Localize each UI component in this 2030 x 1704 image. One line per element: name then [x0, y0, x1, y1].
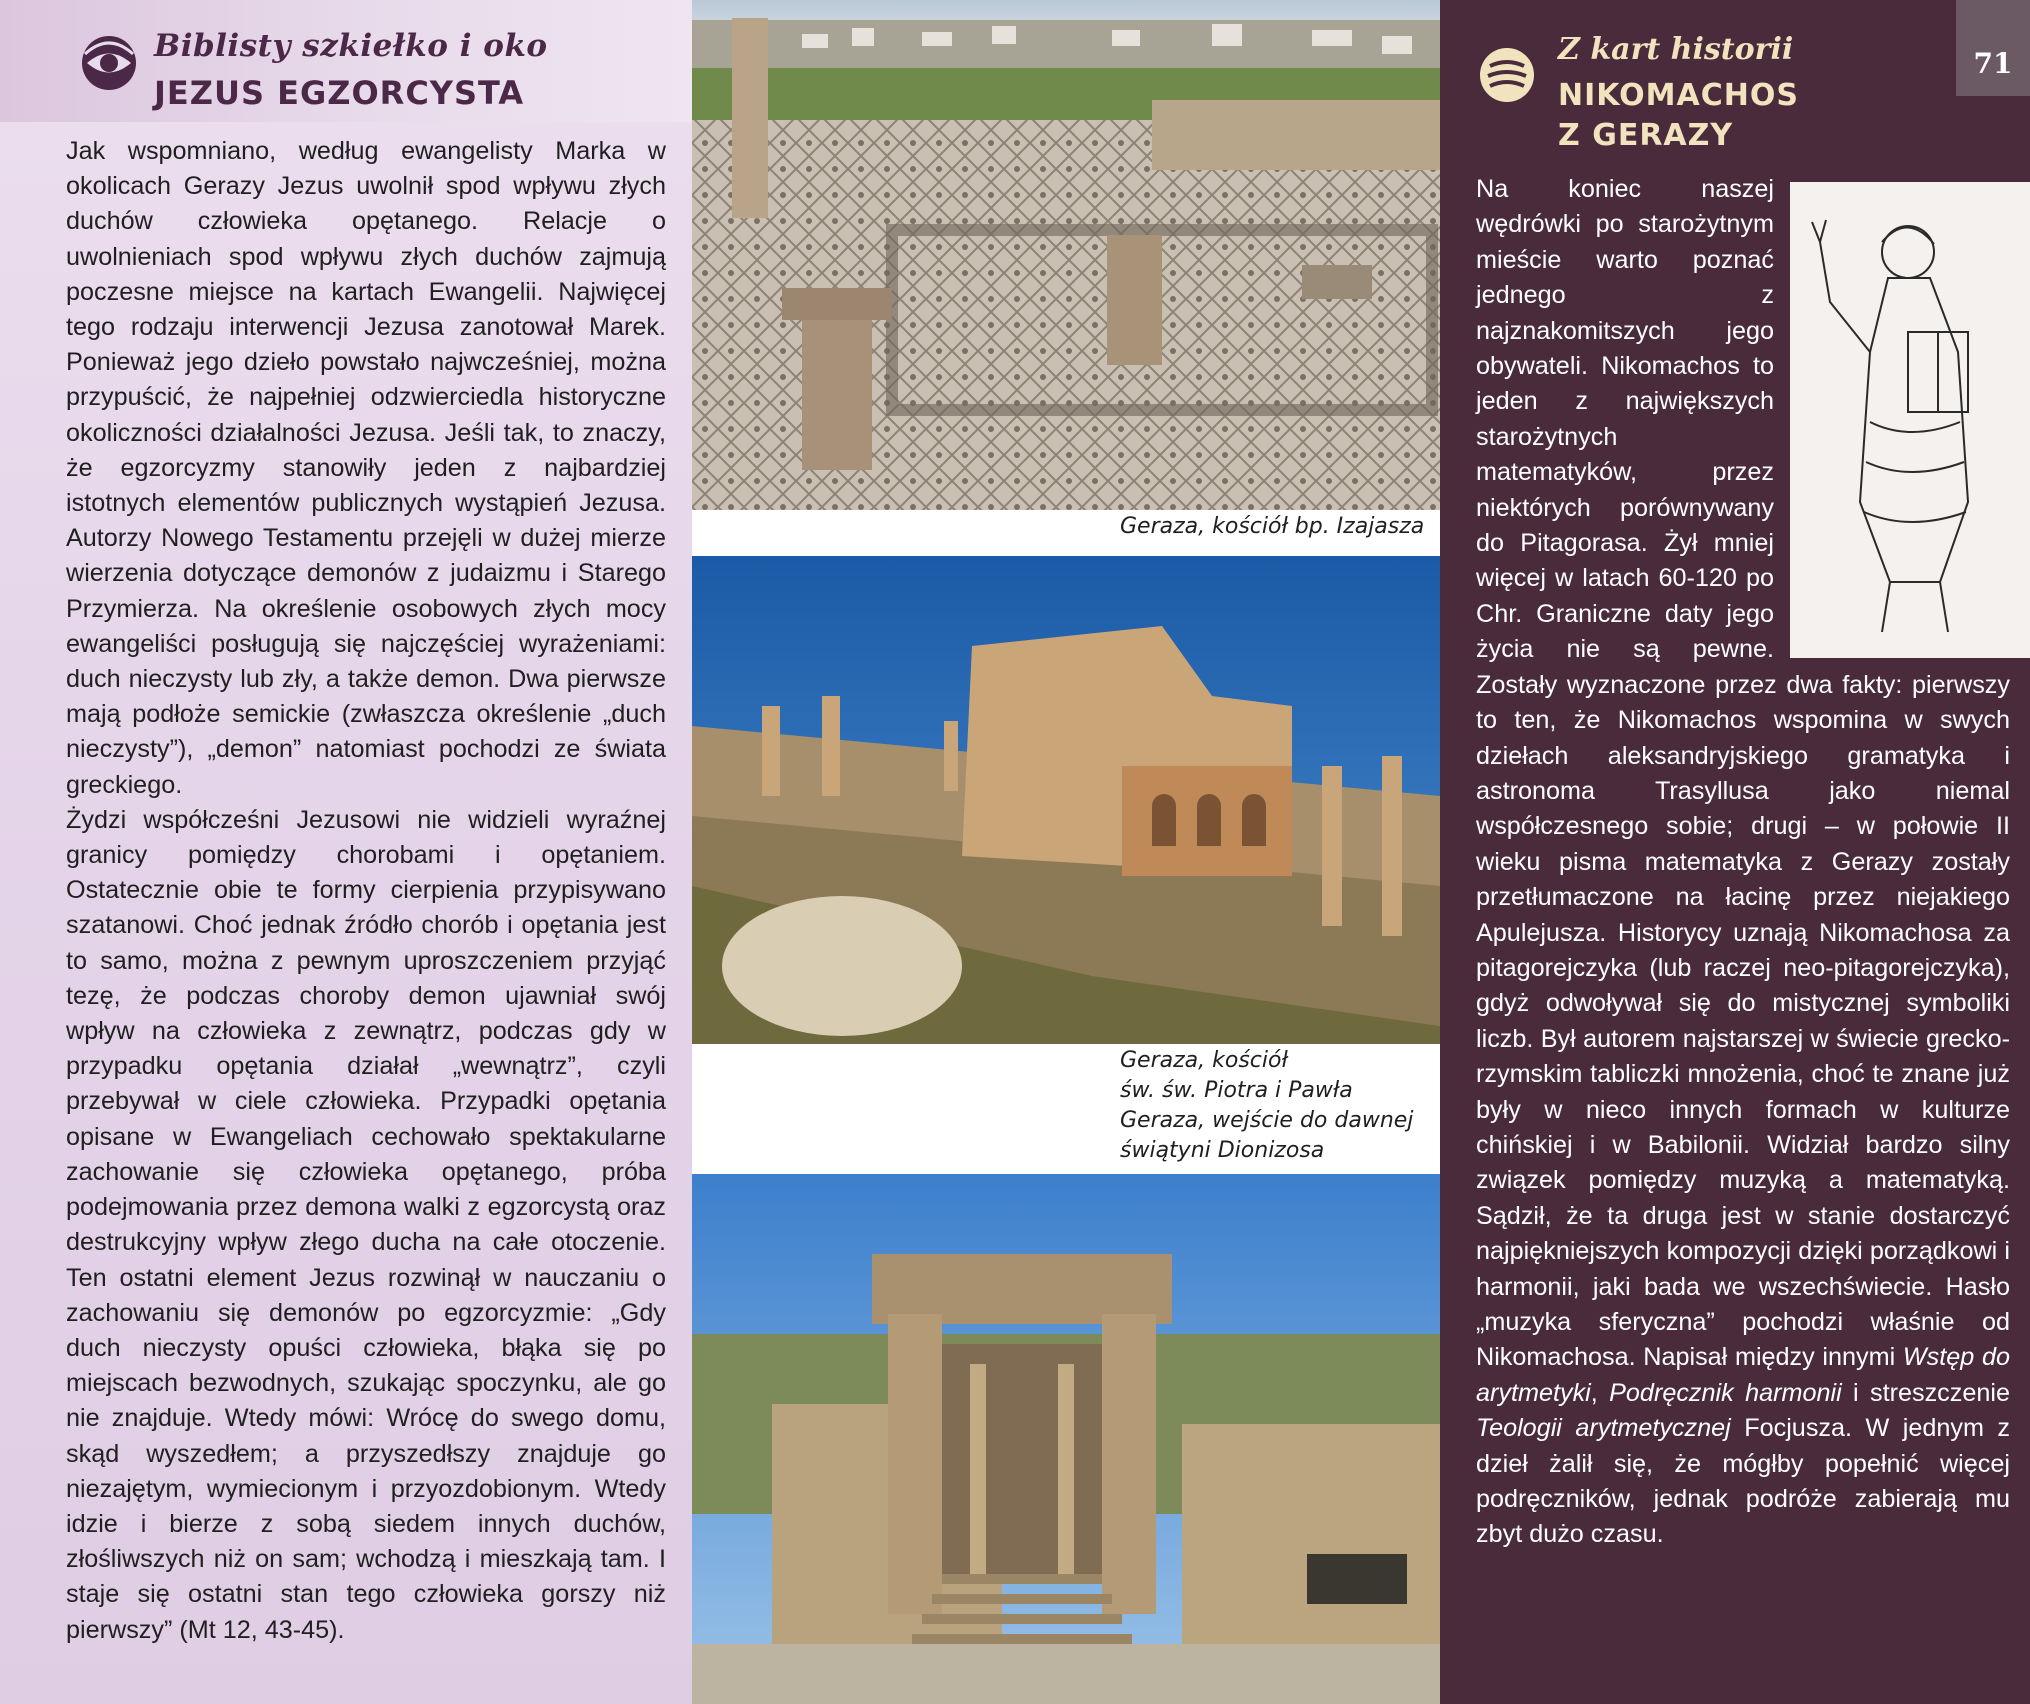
page-number: 71	[1956, 0, 2030, 96]
photo-church-isaiah	[692, 0, 1440, 510]
section-title-line-1: NIKOMACHOS	[1558, 78, 1799, 113]
photo-church-peter-paul	[692, 556, 1440, 1044]
book-title-3: Teologii arytmetycznej	[1476, 1414, 1731, 1443]
middle-column	[692, 0, 1440, 1704]
section-kicker: Z kart historii	[1558, 32, 1794, 67]
caption-photo-2-line-2: św. św. Piotra i Pawła	[1120, 1078, 1353, 1103]
right-text-sep: ,	[1590, 1378, 1610, 1407]
section-title: JEZUS EGZORCYSTA	[154, 74, 525, 112]
caption-photo-3-line-1: Geraza, wejście do dawnej	[1120, 1108, 1414, 1133]
section-title	[1558, 76, 1799, 156]
left-header	[0, 0, 692, 122]
left-paragraph-1: Jak wspomniano, według ewangelisty Marka w okolicach Gerazy Jezus uwolnił spod wpływu złych duchów człowieka opętanego. Relacje o uwolnieniach spod wpływu złych duchów zajmują poczesne miejsce na kartach Ewangelii. Najwięcej tego rodzaju interwencji Jezusa zanotował Marek. Ponieważ jego dzieło powstało najwcześniej, można przypuścić, że najpełniej odzwierciedla historyczne okoliczności działalności Jezusa. Jeśli tak, to znaczy, że egzorcyzmy stanowiły jeden z najbardziej istotnych elementów publicznych wystąpień Jezusa. Autorzy Nowego Testamentu przejęli w dużej mierze wierzenia dotyczące demonów z judaizmu i Starego Przymierza. Na określenie osobowych złych mocy ewangeliści posługują się najczęściej wyrażeniami: duch nieczysty lub zły, a także demon. Dwa pierwsze mają podłoże semickie (zwłaszcza określenie „duch nieczysty”), „demon” natomiast pochodzi ze świata greckiego.	[66, 137, 666, 799]
left-paragraph-2: Żydzi współcześni Jezusowi nie widzieli wyraźnej granicy pomiędzy chorobami i opętaniem. Ostatecznie obie te formy cierpienia przypisywano szatanowi. Choć jednak źródło chorób i opętania jest to samo, można z pewnym uproszczeniem przyjąć tezę, że podczas choroby demon ujawniał swój wpływ na człowieka z zewnątrz, podczas gdy w przypadku opętania działał „wewnątrz”, czyli przebywał w ciele człowieka. Przypadki opętania opisane w Ewangeliach cechowało spektakularne zachowanie się człowieka opętanego, próba podejmowania przez demona walki z egzorcystą oraz destrukcyjny wpływ złego ducha na całe otoczenie. Ten ostatni element Jezus rozwinął w nauczaniu o zachowaniu się demonów po egzorcyzmie: „Gdy duch nieczysty opuści człowieka, błąka się po miejscach bezwodnych, szukając spoczynku, ale go nie znajduje. Wtedy mówi: Wrócę do swego domu, skąd wyszedłem; a przyszedłszy znajduje go niezajętym, wymiecionym i przyozdobionym. Wtedy idzie i bierze z sobą siedem innych duchów, złośliwszych niż on sam; wchodzą i mieszkają tam. I staje się ostatni stan tego człowieka gorszy niż pierwszy” (Mt 12, 43-45).	[66, 805, 666, 1644]
caption-photo-3-line-2: świątyni Dionizosa	[1120, 1138, 1325, 1163]
nicomachus-portrait-sketch	[1790, 182, 2030, 658]
section-title-line-2: Z GERAZY	[1558, 118, 1734, 153]
caption-photo-1: Geraza, kościół bp. Izajasza	[1120, 514, 1425, 539]
right-text-end: Focjusza. W jednym z dzieł żalił się, że mógłby popełnić więcej podręczników, jednak podróże zabierają mu zbyt dużo czasu.	[1476, 1414, 2011, 1549]
right-column	[1440, 0, 2030, 1704]
left-column	[0, 0, 692, 1704]
right-body-text	[1476, 172, 2010, 1553]
book-title-1: Wstęp do arytmetyki	[1476, 1343, 2010, 1407]
left-body-text	[66, 134, 666, 1648]
section-kicker: Biblisty szkiełko i oko	[154, 28, 548, 64]
caption-photo-2-line-1: Geraza, kościół	[1120, 1048, 1288, 1073]
photo-dionysus-temple	[692, 1174, 1440, 1704]
eye-icon	[80, 34, 138, 92]
scroll-history-icon	[1478, 46, 1536, 104]
book-title-2: Podręcznik harmonii	[1609, 1378, 1842, 1407]
right-text-mid: i streszczenie	[1841, 1378, 2010, 1407]
right-text-part-1: Na koniec naszej wędrówki po starożytnym mieście warto poznać jednego z najznakomitszych jego obywateli. Nikomachos to jeden z największych starożytnych matematyków, przez niektórych porównywany do Pitagorasa. Żył mniej więcej w latach 60-120 po Chr. Graniczne daty jego życia nie są pewne. Zostały wyznaczone przez dwa fakty: pierwszy to ten, że Nikomachos wspomina w swych dziełach aleksandryjskiego gramatyka i astronoma Trasyllusa jako niemal współczesnego sobie; drugi – w połowie II wieku pisma matematyka z Gerazy zostały przetłumaczone na łacinę przez niejakiego Apulejusza. Historycy uznają Nikomachosa za pitagorejczyka (lub raczej neo-pitagorejczyka), gdyż odwoływał się do mistycznej symboliki liczb. Był autorem najstarszej w świecie grecko-rzymskim tabliczki mnożenia, choć te znane już były w nieco innych formach w kulturze chińskiej i w Babilonii. Widział bardzo silny związek pomiędzy muzyką a matematyką. Sądził, że ta druga jest w stanie dostarczyć najpiękniejszych kompozycji dzięki porządkowi i harmonii, jaki bada we wszechświecie. Hasło „muzyka sferyczna” pochodzi właśnie od Nikomachosa. Napisał między innymi	[1476, 175, 2010, 1372]
caption-photo-2	[1120, 1046, 1413, 1166]
